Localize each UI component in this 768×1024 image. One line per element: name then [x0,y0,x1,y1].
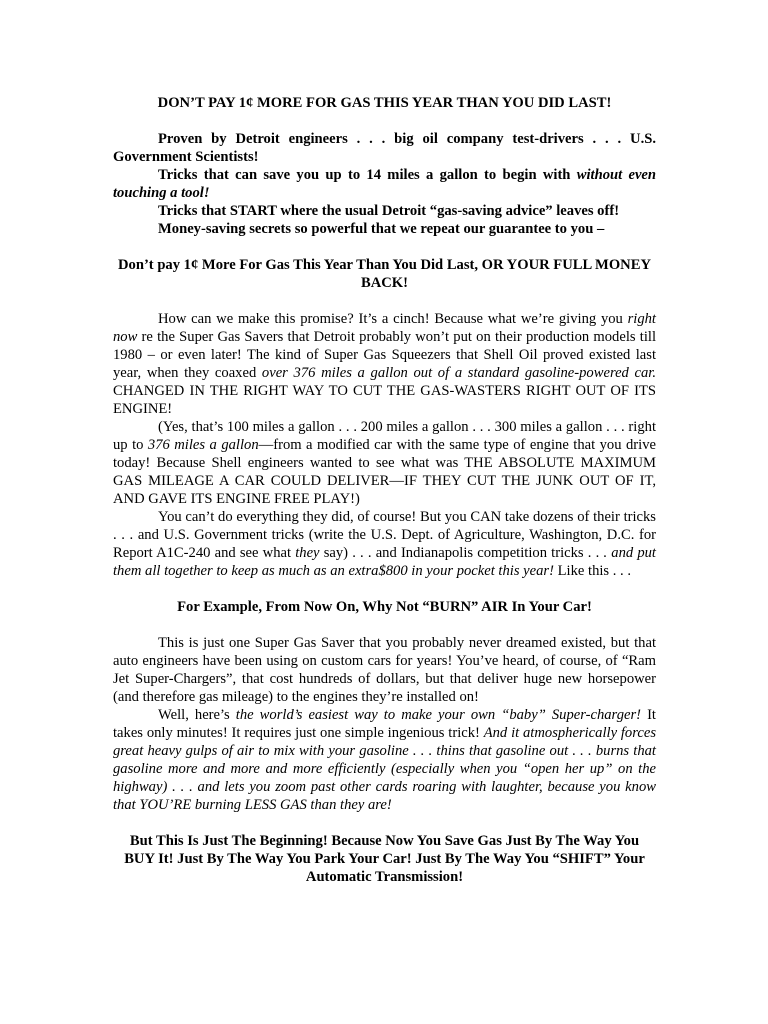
body-tricks-d: . and put them all together to keep as much as an extra$800 in your pocket this year! [113,545,656,579]
body-tricks-b: they [295,545,320,561]
intro-guarantee-lead: Money-saving secrets so powerful that we repeat our guarantee to you – [158,221,605,237]
document-page [113,94,656,886]
body-super-gas-saver: This is just one Super Gas Saver that you probably never dreamed existed, but that auto engineers have been using on custom cars for years! You’ve heard, of course, of “Ram Jet Super-Chargers”, that cost hundreds of dollars, but that deliver huge new horsepower (and therefore gas mileage) to the engines they’re installed on! [113,635,656,705]
intro-tricks-start: Tricks that START where the usual Detroit “gas-saving advice” leaves off! [158,203,620,219]
body-promise-d: over 376 miles a gallon out of a standard gasoline-powered car. [261,365,657,381]
intro-tricks-save [113,166,656,202]
body-promise-e: CHANGED IN THE RIGHT WAY TO CUT THE GAS-WASTERS RIGHT OUT OF ITS ENGINE! [113,383,656,417]
spacer [113,292,656,310]
body-tricks-a: You can’t do everything they did, of course! But you CAN take dozens of their tricks . . . and U.S. Government tricks (write the U.S. Dept. of Agriculture, Washington, D.C. for Report A1C-240 and see what [113,509,656,561]
spacer [113,580,656,598]
body-supercharger-c: It takes only minutes! It requires just one simple ingenious trick! [113,707,656,741]
section-heading-burn-air: For Example, From Now On, Why Not “BURN” AIR In Your Car! [177,599,592,615]
document-title: DON’T PAY 1¢ MORE FOR GAS THIS YEAR THAN YOU DID LAST! [157,95,612,111]
body-tricks [113,508,656,580]
body-mileage-c: —from a modified car with the same type of engine that you drive today! Because Shell engineers wanted to see what was THE ABSOLUTE MAXIMUM GAS MILEAGE A CAR COULD DELIVER—IF THEY CUT THE JUNK OUT OF IT, AND GAVE ITS ENGINE FREE PLAY!) [113,437,656,507]
body-mileage [113,418,656,508]
body-promise-b: right now [113,311,656,345]
spacer [113,238,656,256]
body-promise-a: How can we make this promise? It’s a cinch! Because what we’re giving you [158,311,628,327]
spacer [113,814,656,832]
body-supercharger-a: Well, here’s [158,707,236,723]
guarantee-heading: Don’t pay 1¢ More For Gas This Year Than You Did Last, OR YOUR FULL MONEY BACK! [118,257,651,291]
body-supercharger-b: the world’s easiest way to make your own “baby” Super-charger! [235,707,642,723]
spacer [113,112,656,130]
body-promise [113,310,656,418]
body-mileage-a: (Yes, that’s 100 miles a gallon . . . 200 miles a gallon . . . 300 miles a gallon . . . right up to [113,419,656,453]
body-mileage-b: 376 miles a gallon [147,437,259,453]
body-tricks-c: say) . . . and Indianapolis competition tricks . . [319,545,604,561]
intro-tricks-save-emphasis: without even touching a tool! [113,167,657,201]
body-promise-c: re the Super Gas Savers that Detroit probably won’t put on their production models till 1980 – or even later! The kind of Super Gas Squeezers that Shell Oil proved existed last year, when they coaxed [113,329,656,381]
body-supercharger-d: And it atmospherically forces great heavy gulps of air to mix with your gasoline . . . thins that gasoline out . . . burns that gasoline more and more and more efficiently (especially when you “open her up” on the highway) . . . and lets you zoom past other cards roaring with laughter, because you know that YOU’RE burning LESS GAS than they are! [113,725,657,813]
intro-proven: Proven by Detroit engineers . . . big oil company test-drivers . . . U.S. Government Scientists! [113,131,656,165]
body-tricks-e: Like this . . . [553,563,631,579]
body-supercharger [113,706,656,814]
intro-tricks-save-text: Tricks that can save you up to 14 miles a gallon to begin with [158,167,577,183]
closing-heading: But This Is Just The Beginning! Because Now You Save Gas Just By The Way You BUY It! Just By The Way You Park Your Car! Just By The Way You “SHIFT” Your Automatic Transmission! [124,833,645,885]
spacer [113,616,656,634]
